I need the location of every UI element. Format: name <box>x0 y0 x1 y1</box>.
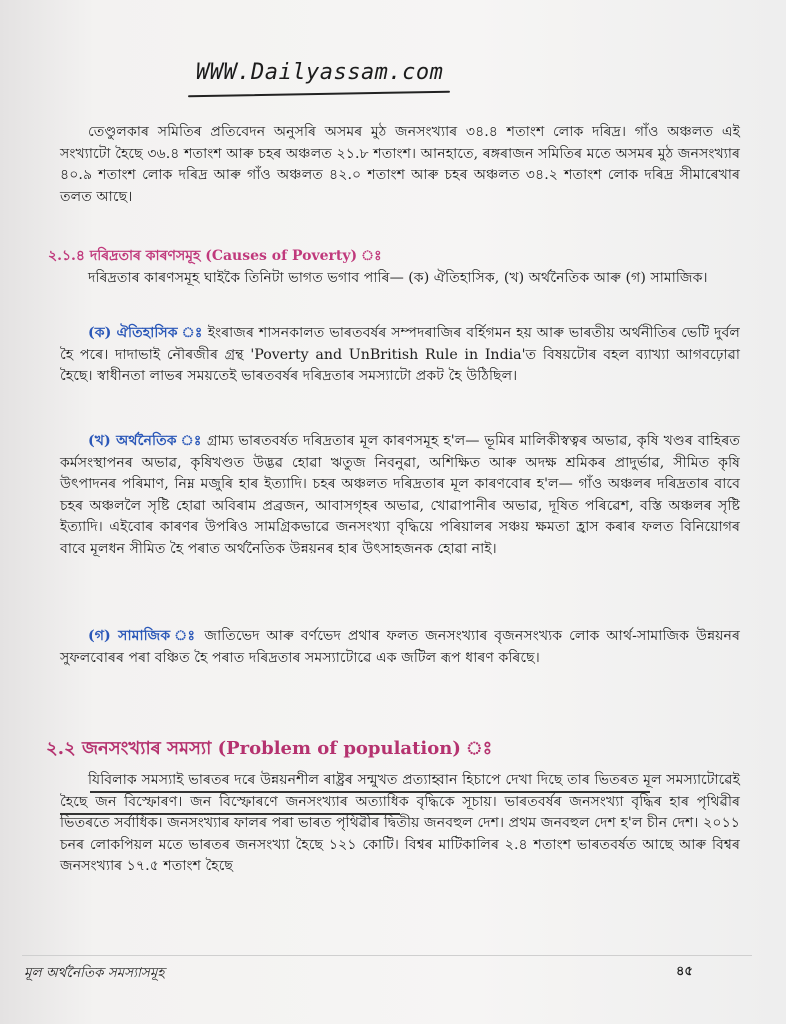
historical-paragraph <box>60 323 740 388</box>
footer-chapter-title: মূল অৰ্থনৈতিক সমস্যাসমূহ <box>24 965 165 981</box>
pen-underline <box>60 813 400 815</box>
footer-divider <box>22 955 752 956</box>
economic-text: গ্ৰাম্য ভাৰতবৰ্ষত দৰিদ্ৰতাৰ মূল কাৰণসমূহ হ'ল— ভূমিৰ মালিকীস্বত্বৰ অভাৱ, কৃষি খণ্ডৰ বাহিৰত কৰ্মসংস্থাপনৰ অভাৱ, কৃষিখণ্ডত উদ্ভৱ হোৱা ঋতুজ নিবনুৱা, অশিক্ষিত আৰু অদক্ষ শ্ৰমিকৰ প্ৰাদুৰ্ভাৱ, সীমিত কৃষি উৎপাদনৰ পৰিমাণ, নিম্ন মজুৰি হাৰ ইত্যাদি। চহৰ অঞ্চলত দৰিদ্ৰতাৰ মূল কাৰণবোৰ হ'ল— গাঁও অঞ্চলৰ দৰিদ্ৰতাৰ বাবে চহৰ অঞ্চললৈ সৃষ্টি হোৱা অবিৰাম প্ৰব্ৰজন, আবাসগৃহৰ অভাৱ, খোৱাপানীৰ অভাৱ, দূষিত পৰিৱেশ, বস্তি অঞ্চলৰ সৃষ্টি ইত্যাদি। এইবোৰ কাৰণৰ উপৰিও সামগ্ৰিকভাৱে জনসংখ্যা বৃদ্ধিয়ে পৰিয়ালৰ সঞ্চয় ক্ষমতা হ্ৰাস কৰাৰ ফলত বিনিয়োগৰ বাবে মূলধন সীমিত হৈ পৰাত অৰ্থনৈতিক উন্নয়নৰ হাৰ উৎসাহজনক হোৱা নাই। <box>60 433 741 557</box>
social-label: (গ) সামাজিক ঃ <box>88 628 198 644</box>
historical-label: (ক) ঐতিহাসিক ঃ <box>88 325 203 341</box>
section-2-2-heading: ২.২ জনসংখ্যাৰ সমস্যা (Problem of population) ঃ <box>46 738 493 759</box>
economic-label: (খ) অৰ্থনৈতিক ঃ <box>88 433 202 449</box>
page-number: ৪৫ <box>676 964 693 979</box>
section-2-1-4-heading: ২.১.৪ দৰিদ্ৰতাৰ কাৰণসমূহ (Causes of Poverty) ঃ <box>48 248 382 264</box>
social-text: জাতিভেদ আৰু বৰ্ণভেদ প্ৰথাৰ ফলত জনসংখ্যাৰ বৃজনসংখ্যক লোক আৰ্থ-সামাজিক উন্নয়নৰ সুফলবোৰৰ পৰা বঞ্চিত হৈ পৰাত দৰিদ্ৰতাৰ সমস্যাটোৱে এক জটিল ৰূপ ধাৰণ কৰিছে। <box>60 628 740 666</box>
historical-text: ইংৰাজৰ শাসনকালত ভাৰতবৰ্ষৰ সম্পদৰাজিৰ বৰ্হিগমন হয় আৰু ভাৰতীয় অৰ্থনীতিৰ ভেটি দুৰ্বল হৈ পৰে। দাদাভাই নৌৰজীৰ গ্ৰন্থ 'Poverty and UnBritish Rule in India'ত বিষয়টোৰ বহল ব্যাখ্যা আগবঢ়োৱা হৈছে। স্বাধীনতা লাভৰ সময়তেই ভাৰতবৰ্ষৰ দৰিদ্ৰতাৰ সমস্যাটো প্ৰকট হৈ উঠিছিল। <box>60 325 740 384</box>
watermark-handwritten: WWW.Dailyassam.com <box>196 60 444 85</box>
pen-underline <box>90 791 650 793</box>
economic-paragraph <box>60 431 740 560</box>
population-paragraph: যিবিলাক সমস্যাই ভাৰতৰ দৰে উন্নয়নশীল ৰাষ্ট্ৰৰ সন্মুখত প্ৰত্যাহ্বান হিচাপে দেখা দিছে তাৰ ভিতৰত মূল সমস্যাটোৱেই হৈছে জন বিস্ফোৰণ। জন বিস্ফোৰণে জনসংখ্যাৰ অত্যাধিক বৃদ্ধিকে সূচায়। ভাৰতবৰ্ষৰ জনসংখ্যা বৃদ্ধিৰ হাৰ পৃথিৱীৰ ভিতৰতে সৰ্বাধিক। জনসংখ্যাৰ ফালৰ পৰা ভাৰত পৃথিৱীৰ দ্বিতীয় জনবহুল দেশ। প্ৰথম জনবহুল দেশ হ'ল চীন দেশ। ২০১১ চনৰ লোকপিয়ল মতে ভাৰতৰ জনসংখ্যা হৈছে ১২১ কোটি। বিশ্বৰ মাটিকালিৰ ২.৪ শতাংশ ভাৰতবৰ্ষত আছে আৰু বিশ্বৰ জনসংখ্যাৰ ১৭.৫ শতাংশ হৈছে <box>60 772 740 874</box>
causes-intro-paragraph: দৰিদ্ৰতাৰ কাৰণসমূহ ঘাইকৈ তিনিটা ভাগত ভগাব পাৰি— (ক) ঐতিহাসিক, (খ) অৰ্থনৈতিক আৰু (গ) সামাজিক। <box>88 270 708 286</box>
intro-paragraph: তেণ্ডুলকাৰ সমিতিৰ প্ৰতিবেদন অনুসৰি অসমৰ মুঠ জনসংখ্যাৰ ৩৪.৪ শতাংশ লোক দৰিদ্ৰ। গাঁও অঞ্চলত এই সংখ্যাটো হৈছে ৩৬.৪ শতাংশ আৰু চহৰ অঞ্চলত ২১.৮ শতাংশ। আনহাতে, ৰঙ্গৰাজন সমিতিৰ মতে অসমৰ মুঠ জনসংখ্যাৰ ৪০.৯ শতাংশ লোক দৰিদ্ৰ আৰু গাঁও অঞ্চলত ৪২.০ শতাংশ আৰু চহৰ অঞ্চলত ৩৪.২ শতাংশ লোক দৰিদ্ৰ সীমাৰেখাৰ তলত আছে। <box>60 124 740 205</box>
social-paragraph <box>60 626 740 669</box>
